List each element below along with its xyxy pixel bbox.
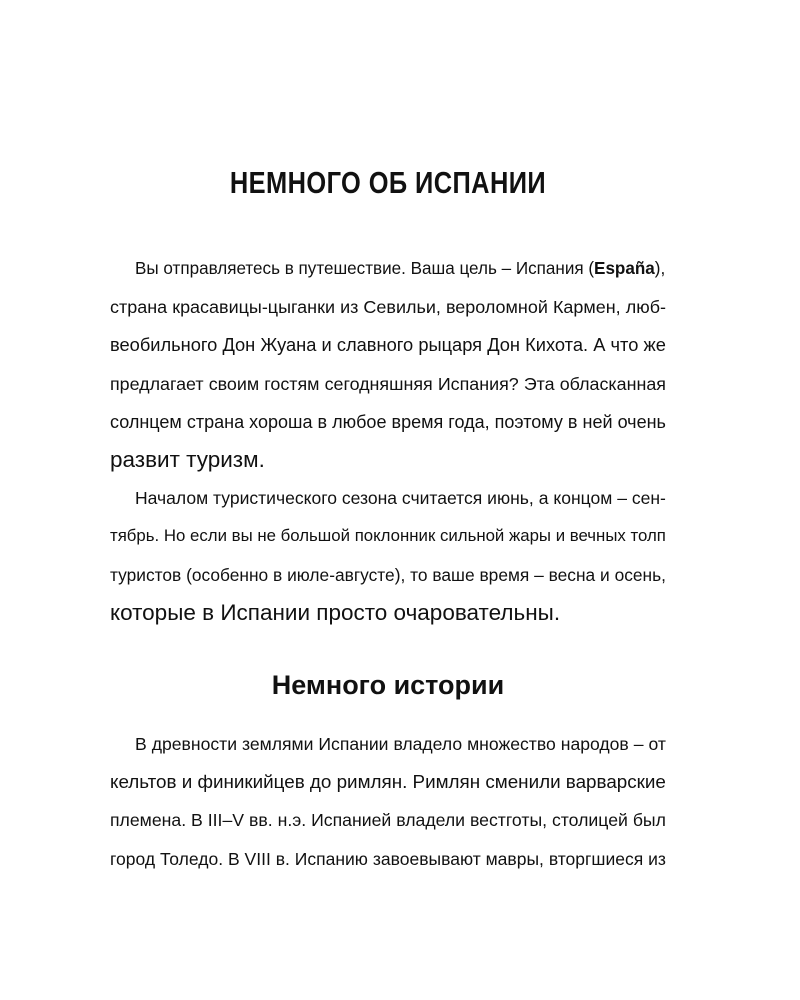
paragraph-2-line-3: туристов (особенно в июле-августе), то ваше время – весна и осень, [110, 564, 666, 585]
paragraph-2-line-1: Началом туристического сезона считается июнь, а концом – сен- [135, 488, 666, 509]
history-text [110, 725, 666, 878]
section-title: Немного истории [271, 670, 505, 700]
intro-text [110, 250, 666, 632]
paragraph-1-line-6: развит туризм. [110, 446, 265, 472]
paragraph-2-line-4: которые в Испании просто очаровательны. [110, 599, 561, 625]
paragraph-2-line-2: тябрь. Но если вы не большой поклонник сильной жары и вечных толп [110, 526, 666, 546]
paragraph-1-line-1-text: Вы отправляетесь в путешествие. Ваша цель – Испания ( [135, 259, 595, 278]
paragraph-3-line-4: город Толедо. В VIII в. Испанию завоевывают мавры, вторгшиеся из [110, 848, 666, 869]
paragraph-1-line-3: веобильного Дон Жуана и славного рыцаря Дон Кихота. А что же [110, 334, 666, 356]
paragraph-3-line-1: В древности землями Испании владело множество народов – от [135, 734, 666, 754]
paragraph-3-line-2: кельтов и финикийцев до римлян. Римлян сменили варварские [110, 771, 666, 793]
espana-bold-word: España [594, 259, 655, 278]
paragraph-1-line-2: страна красавицы-цыганки из Севильи, вероломной Кармен, люб- [110, 297, 666, 318]
chapter-title: НЕМНОГО ОБ ИСПАНИИ [229, 165, 547, 200]
paragraph-3-line-3: племена. В III–V вв. н.э. Испанией владели вестготы, столицей был [110, 810, 666, 831]
paragraph-1-line-1 [110, 250, 666, 288]
paragraph-1-line-1-end: ), [654, 259, 666, 278]
paragraph-1-line-5: солнцем страна хороша в любое время года, поэтому в ней очень [110, 411, 666, 432]
paragraph-1-line-4: предлагает своим гостям сегодняшняя Испания? Эта обласканная [110, 373, 666, 394]
book-page [110, 0, 666, 1000]
